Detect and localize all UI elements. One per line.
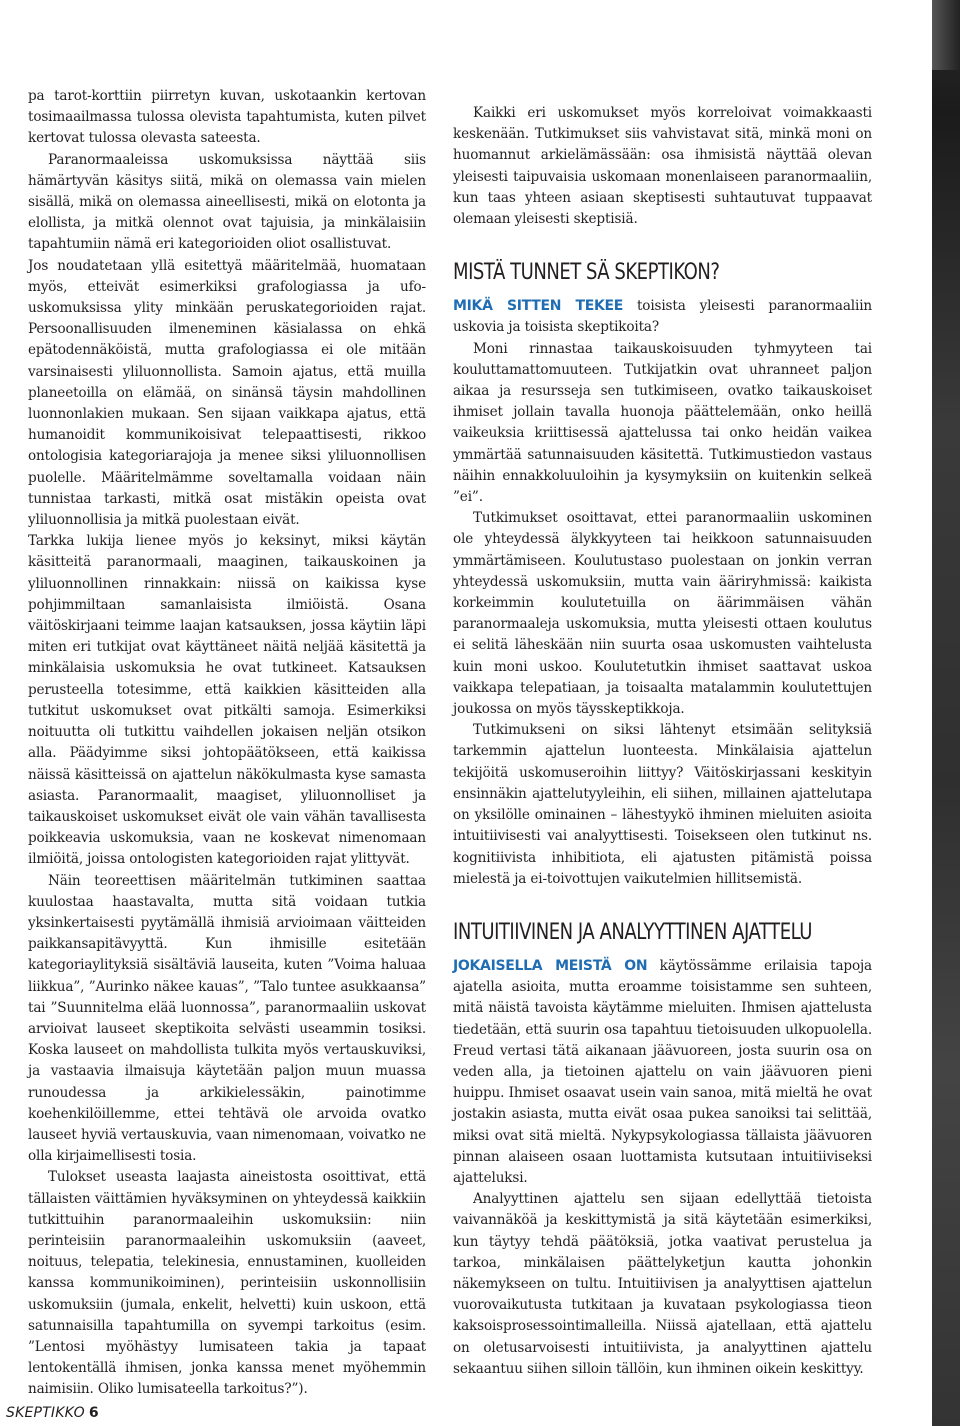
section-body-skeptic xyxy=(453,339,872,890)
section-lead-paragraph xyxy=(453,956,872,1189)
body-paragraph: pa tarot-korttiin piirretyn kuvan, uskotaankin kertovan tosimaailmassa tulossa olevista tapahtumista, kuten pilvet kertovat tulossa olevasta sateesta. xyxy=(28,88,426,147)
photo-edge-strip xyxy=(932,0,960,1426)
section-lead-text: käytössämme erilaisia tapoja ajatella asioita, mutta eroamme toisistamme sen suhteen, mitä näistä tavoista käytämme mieluiten. Ihmisen ajattelusta tiedetään, että suurin osa tapahtuu tietoisuuden ulkopuolella. Freud vertasi tätä aikanaan jäävuoreen, josta suurin osa on veden alla, ja tietoinen ajattelu on vain jäävuoren pieni huippu. Ihmiset osaavat usein vain sanoa, mitä mieltä he ovat jostakin asiasta, mutta eivät osaa pukea sanoiksi tai selittää, miksi ovat sitä mieltä. Nykypsykologiassa tällaista jäävuoren pinnan alaiseen osaan luottamista kutsutaan intuitiiviseksi ajatteluksi. xyxy=(453,957,873,1186)
left-column xyxy=(28,86,426,1401)
right-column xyxy=(453,103,872,1380)
body-paragraph: Tutkimukseni on siksi lähtenyt etsimään selityksiä tarkemmin ajattelun luonteesta. Minkälaisia ajattelun tekijöitä uskomuseroihin liittyy? Väitöskirjassani keskityin ensinnäkin ajattelutyyleihin, eli siihen, millainen ajattelutapa on yksilölle ominainen – lähestyykö ihminen mieluiten asioita intuitiivisesti vai analyyttisesti. Toisekseen olen tutkinut ns. kognitiivista inhibitiota, eli ajatusten pitämistä poissa mielestä ja ei-toivottujen vaikutelmien hillitsemistä. xyxy=(453,722,872,887)
section-lead-word: JOKAISELLA MEISTÄ ON xyxy=(453,957,648,974)
body-paragraph: Tutkimukset osoittavat, ettei paranormaaliin uskominen ole yhteydessä älykkyyteen tai heikkoon satunnaisuuden ymmärtämiseen. Koulutustaso puolestaan on jonkin verran yhteydessä uskomuksiin, mutta vain ääriryhmissä: kaikista korkeimmin koulutetuilla on äärimmäisen vähän paranormaaleja uskomuksia, mutta yleisesti ottaen koulutus ei selitä läheskään niin suurta osaa uskomusten vaihtelusta kuin moni uskoo. Koulutetutkin ihmiset saattavat uskoa vaikkapa telepatiaan, ja toisaalta matalammin koulutettujen joukossa on myös täysskeptikkoja. xyxy=(453,510,872,718)
section-lead-text: toisista yleisesti paranormaaliin uskovia ja toisista skeptikoita? xyxy=(453,298,873,336)
section-heading-thinking: INTUITIIVINEN JA ANALYYTTINEN AJATTELU xyxy=(453,919,812,945)
section-heading-skeptic: MISTÄ TUNNET SÄ SKEPTIKON? xyxy=(453,260,720,286)
body-paragraph: Tarkka lukija lienee myös jo keksinyt, miksi käytän käsitteitä paranormaali, maaginen, taikauskoinen ja yliluonnollinen rinnakkain: niissä on kaikissa kyse pohjimmiltaan samanlaisista ilmiöistä. Osana väitöskirjaani teimme laajan katsauksen, jossa käytiin läpi miten eri tutkijat ovat käyttäneet näitä neljää käsitettä ja minkälaisia uskomuksia he ovat tutkineet. Katsauksen perusteella totesimme, että kaikkien käsitteiden alla tutkitut uskomukset ovat pitkälti samoja. Esimerkiksi noituutta oli tutkittu vaihdellen jokaisen neljän otsikon alla. Päädyimme siksi johtopäätökseen, että kaikissa näissä käsitteissä on ajattelun näkökulmasta kyse samasta asiasta. Paranormaalit, maagiset, yliluonnolliset ja taikauskoiset uskomukset eivät ole vain vähän tavallisesta poikkeavia uskomuksia, vaan ne koskevat nimenomaan ilmiöitä, joissa ontologisten kategorioiden rajat ylittyvät. xyxy=(28,533,426,868)
body-paragraph: Paranormaaleissa uskomuksissa näyttää siis hämärtyvän käsitys siitä, mikä on olemassa vain mielen sisällä, mikä on olemassa aineellisesti, mikä on elotonta ja elollista, ja mitkä olennot ovat tajuisia, ja minkälaisiin tapahtumiin nämä eri kategorioiden oliot osallistuvat. xyxy=(28,151,426,253)
body-paragraph: Tulokset useasta laajasta aineistosta osoittivat, että tällaisten väittämien hyväksyminen on yhteydessä kaikkiin tutkittuihin paranormaaleihin uskomuksiin: niin perinteisiin paranormaaleihin uskomuksiin (aaveet, noituus, telepatia, telekinesia, ennustaminen, kuolleiden kanssa kommunikoiminen), perinteisiin uskonnollisiin uskomuksiin (jumala, enkelit, helvetti) kuin uskoon, että satunnaisilla tapahtumilla on syvempi tarkoitus (esim. ”Lentosi myöhästyy lumisateen takia ja tapaat lentokentällä ihmisen, jonka kanssa menet myöhemmin naimisiin. Oliko lumisateella tarkoitus?”). xyxy=(28,1169,426,1398)
body-paragraph: Analyyttinen ajattelu sen sijaan edellyttää tietoista vaivannäköä ja keskittymistä ja sitä käytetään esimerkiksi, kun täytyy tehdä päätöksiä, jotka vaativat perustelua ja tarkoa, minkälaisen päättelyketjun kautta johonkin näkemykseen on tultu. Intuitiivisen ja analyyttisen ajattelun vuorovaikutusta tutkitaan ja kuvataan psykologiassa tieon kaksoisprosessointimalleilla. Niissä ajatellaan, että ajattelu on oletusarvoisesti intuitiivista, ja analyyttinen ajattelu sekaantuu siihen silloin tällöin, kun ihminen oikein keskittyy. xyxy=(453,1191,872,1377)
section-lead-word: MIKÄ SITTEN TEKEE xyxy=(453,298,624,315)
body-paragraph: Moni rinnastaa taikauskoisuuden tyhmyyteen tai kouluttamattomuuteen. Tutkijatkin ovat uhranneet paljon aikaa ja resursseja sen tutkimiseen, ovatko taikauskoiset ihmiset jollain tavalla huonoja päättelemään, onko heillä vaikeuksia kriittisessä ajattelussa tai onko heidän vaikea ymmärtää satunnaisuuden käsitettä. Tutkimustiedon vastaus näihin ennakkoluuloihin ja kysymyksiin on kuitenkin selkeä ”ei”. xyxy=(453,340,872,506)
magazine-name: SKEPTIKKO xyxy=(6,1405,85,1421)
right-intro xyxy=(453,103,872,230)
page-number: 6 xyxy=(88,1405,99,1421)
body-paragraph: Näin teoreettisen määritelmän tutkiminen saattaa kuulostaa haastavalta, mutta sitä voidaan tutkia yksinkertaisesti pyytämällä ihmisiä arvioimaan väitteiden paikkansapitävyyttä. Kun ihmisille esitetään kategoriaylityksiä sisältäviä lauseita, kuten ”Voima haluaa liikkua”, ”Aurinko näkee kauas”, ”Talo tuntee asukkaansa” tai ”Suunnitelma elää luonnossa”, paranormaaliin uskovat arvioivat lauseet skeptikoita selvästi useammin tosiksi. Koska lauseet on mahdollista tulkita myös vertauskuviksi, ja vastaavia ilmaisuja käytetään paljon muun muassa runoudessa ja arkikielessäkin, painotimme koehenkilöillemme, ettei tehtävä ole arvoida ovatko lauseet hyviä vertauskuvia, vaan nimenomaan, voivatko ne olla kirjaimellisesti tosia. xyxy=(28,872,426,1165)
body-paragraph: Jos noudatetaan yllä esitettyä määritelmää, huomataan myös, etteivät esimerkiksi grafologiassa ja ufo-uskomuksissa ylity minkään peruskategorioiden rajat. Persoonallisuuden ilmeneminen käsialassa on ehkä epätodennäköistä, mutta grafologiassa ei ole mitään varsinaisesti yliluonnollista. Samoin ajatus, että muilla planeetoilla on elämää, on sinänsä täysin mahdollinen luonnonlakien mukaan. Sen sijaan vaikkapa ajatus, että humanoidit kommunikoisivat telepaattisesti, rikkoo ontologisia kategoriarajoja ja menee siksi yliluonnollisen puolelle. Määritelmämme soveltamalla voidaan näin tunnistaa tarkasti, mitkä osat mistäkin opeista ovat yliluonnollisia ja mitkä puolestaan eivät. xyxy=(28,257,426,529)
page-footer xyxy=(6,1405,99,1421)
section-lead-paragraph xyxy=(453,296,872,338)
section-body-thinking xyxy=(453,1189,872,1380)
body-paragraph: Kaikki eri uskomukset myös korreloivat voimakkaasti keskenään. Tutkimukset siis vahvistavat sitä, minkä moni on huomannut arkielämässään: osa ihmisistä näyttää olevan yleisesti taipuvaisia uskomaan monenlaiseen paranormaaliin, kun taas yhteen asiaan skeptisesti suhtautuvat tuppaavat olemaan yleisesti skeptisiä. xyxy=(453,105,872,228)
